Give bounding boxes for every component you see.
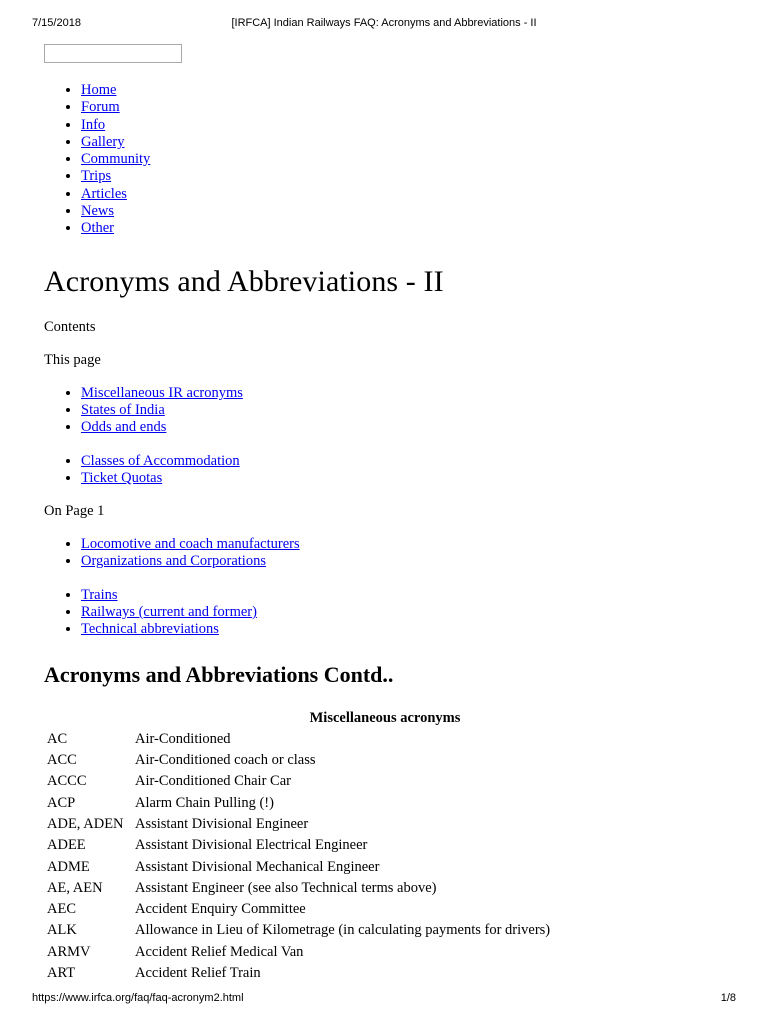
meaning-cell: Assistant Divisional Mechanical Engineer (135, 858, 380, 875)
list-item (81, 553, 734, 570)
link-classes-of-accommodation[interactable]: Classes of Accommodation (81, 452, 240, 469)
acronym-cell: ADEE (47, 837, 86, 854)
acronym-cell: AC (47, 730, 68, 747)
table-row (44, 793, 553, 814)
this-page-links-group-1 (44, 385, 734, 437)
nav-link-info[interactable]: Info (81, 116, 106, 133)
link-organizations-corporations[interactable]: Organizations and Corporations (81, 553, 266, 570)
link-misc-ir-acronyms[interactable]: Miscellaneous IR acronyms (81, 384, 243, 401)
list-item (81, 385, 734, 402)
acronym-cell: ACP (47, 794, 76, 811)
nav-item-other (81, 220, 734, 237)
meaning-cell: Accident Relief Medical Van (135, 943, 304, 960)
page-content (44, 44, 734, 984)
nav-item-news (81, 203, 734, 220)
acronym-cell: ART (47, 965, 76, 982)
table-row (44, 729, 553, 750)
link-loco-coach-manufacturers[interactable]: Locomotive and coach manufacturers (81, 536, 300, 553)
acronym-cell: ARMV (47, 943, 91, 960)
this-page-links-group-2 (44, 453, 734, 488)
link-railways[interactable]: Railways (current and former) (81, 604, 257, 621)
nav-item-community (81, 151, 734, 168)
acronym-cell: AE, AEN (47, 879, 103, 896)
nav-link-gallery[interactable]: Gallery (81, 133, 125, 150)
meaning-cell: Alarm Chain Pulling (!) (135, 794, 274, 811)
meaning-cell: Allowance in Lieu of Kilometrage (in calculating payments for drivers) (135, 922, 551, 939)
acronym-cell: ACCC (47, 773, 87, 790)
table-row (44, 878, 553, 899)
print-date: 7/15/2018 (32, 17, 81, 29)
acronym-cell: ADE, ADEN (47, 815, 124, 832)
table-row (44, 814, 553, 835)
list-item (81, 587, 734, 604)
table-row (44, 963, 553, 984)
nav-link-home[interactable]: Home (81, 82, 117, 98)
acronym-cell: ADME (47, 858, 90, 875)
nav-item-home (81, 82, 734, 99)
page-title: Acronyms and Abbreviations - II (44, 264, 444, 298)
link-trains[interactable]: Trains (81, 586, 118, 603)
list-item (81, 604, 734, 621)
print-header (32, 17, 736, 31)
nav-link-trips[interactable]: Trips (81, 168, 112, 185)
meaning-cell: Air-Conditioned coach or class (135, 752, 316, 769)
link-states-of-india[interactable]: States of India (81, 401, 165, 418)
meaning-cell: Accident Enquiry Committee (135, 901, 306, 918)
list-item (81, 470, 734, 487)
print-footer (32, 992, 736, 1006)
nav-link-other[interactable]: Other (81, 220, 115, 237)
list-item (81, 621, 734, 638)
nav-link-articles[interactable]: Articles (81, 185, 127, 202)
contents-label: Contents (44, 318, 96, 335)
acronym-cell: AEC (47, 901, 76, 918)
link-odds-and-ends[interactable]: Odds and ends (81, 419, 167, 436)
table-row (44, 750, 553, 771)
meaning-cell: Accident Relief Train (135, 965, 261, 982)
link-technical-abbreviations[interactable]: Technical abbreviations (81, 621, 219, 638)
table-row (44, 899, 553, 920)
meaning-cell: Assistant Divisional Engineer (135, 815, 309, 832)
acronyms-table (44, 729, 553, 985)
meaning-cell: Assistant Engineer (see also Technical terms above) (135, 879, 437, 896)
link-ticket-quotas[interactable]: Ticket Quotas (81, 469, 163, 486)
print-url: https://www.irfca.org/faq/faq-acronym2.html (32, 992, 244, 1004)
acronym-cell: ACC (47, 752, 77, 769)
nav-item-articles (81, 186, 734, 203)
meaning-cell: Assistant Divisional Electrical Engineer (135, 837, 368, 854)
nav-link-forum[interactable]: Forum (81, 99, 120, 116)
table-row (44, 942, 553, 963)
on-page-1-label: On Page 1 (44, 503, 105, 520)
list-item (81, 536, 734, 553)
on-page-1-links-group-1 (44, 536, 734, 571)
table-row (44, 835, 553, 856)
search-input[interactable] (44, 44, 182, 63)
nav-item-info (81, 117, 734, 134)
table-caption: Miscellaneous acronyms (309, 709, 461, 726)
on-page-1-links-group-2 (44, 587, 734, 639)
main-nav (44, 82, 734, 238)
table-row (44, 856, 553, 877)
print-title: [IRFCA] Indian Railways FAQ: Acronyms and Abbreviations - II (231, 17, 537, 29)
nav-item-forum (81, 99, 734, 116)
table-row (44, 920, 553, 941)
nav-link-community[interactable]: Community (81, 151, 151, 168)
table-row (44, 771, 553, 792)
list-item (81, 419, 734, 436)
section-title: Acronyms and Abbreviations Contd.. (44, 661, 394, 687)
meaning-cell: Air-Conditioned (135, 730, 231, 747)
nav-link-news[interactable]: News (81, 203, 115, 220)
this-page-label: This page (44, 351, 101, 368)
nav-item-trips (81, 168, 734, 185)
meaning-cell: Air-Conditioned Chair Car (135, 773, 291, 790)
page-number: 1/8 (720, 992, 736, 1004)
list-item (81, 453, 734, 470)
acronym-cell: ALK (47, 922, 77, 939)
list-item (81, 402, 734, 419)
nav-item-gallery (81, 134, 734, 151)
